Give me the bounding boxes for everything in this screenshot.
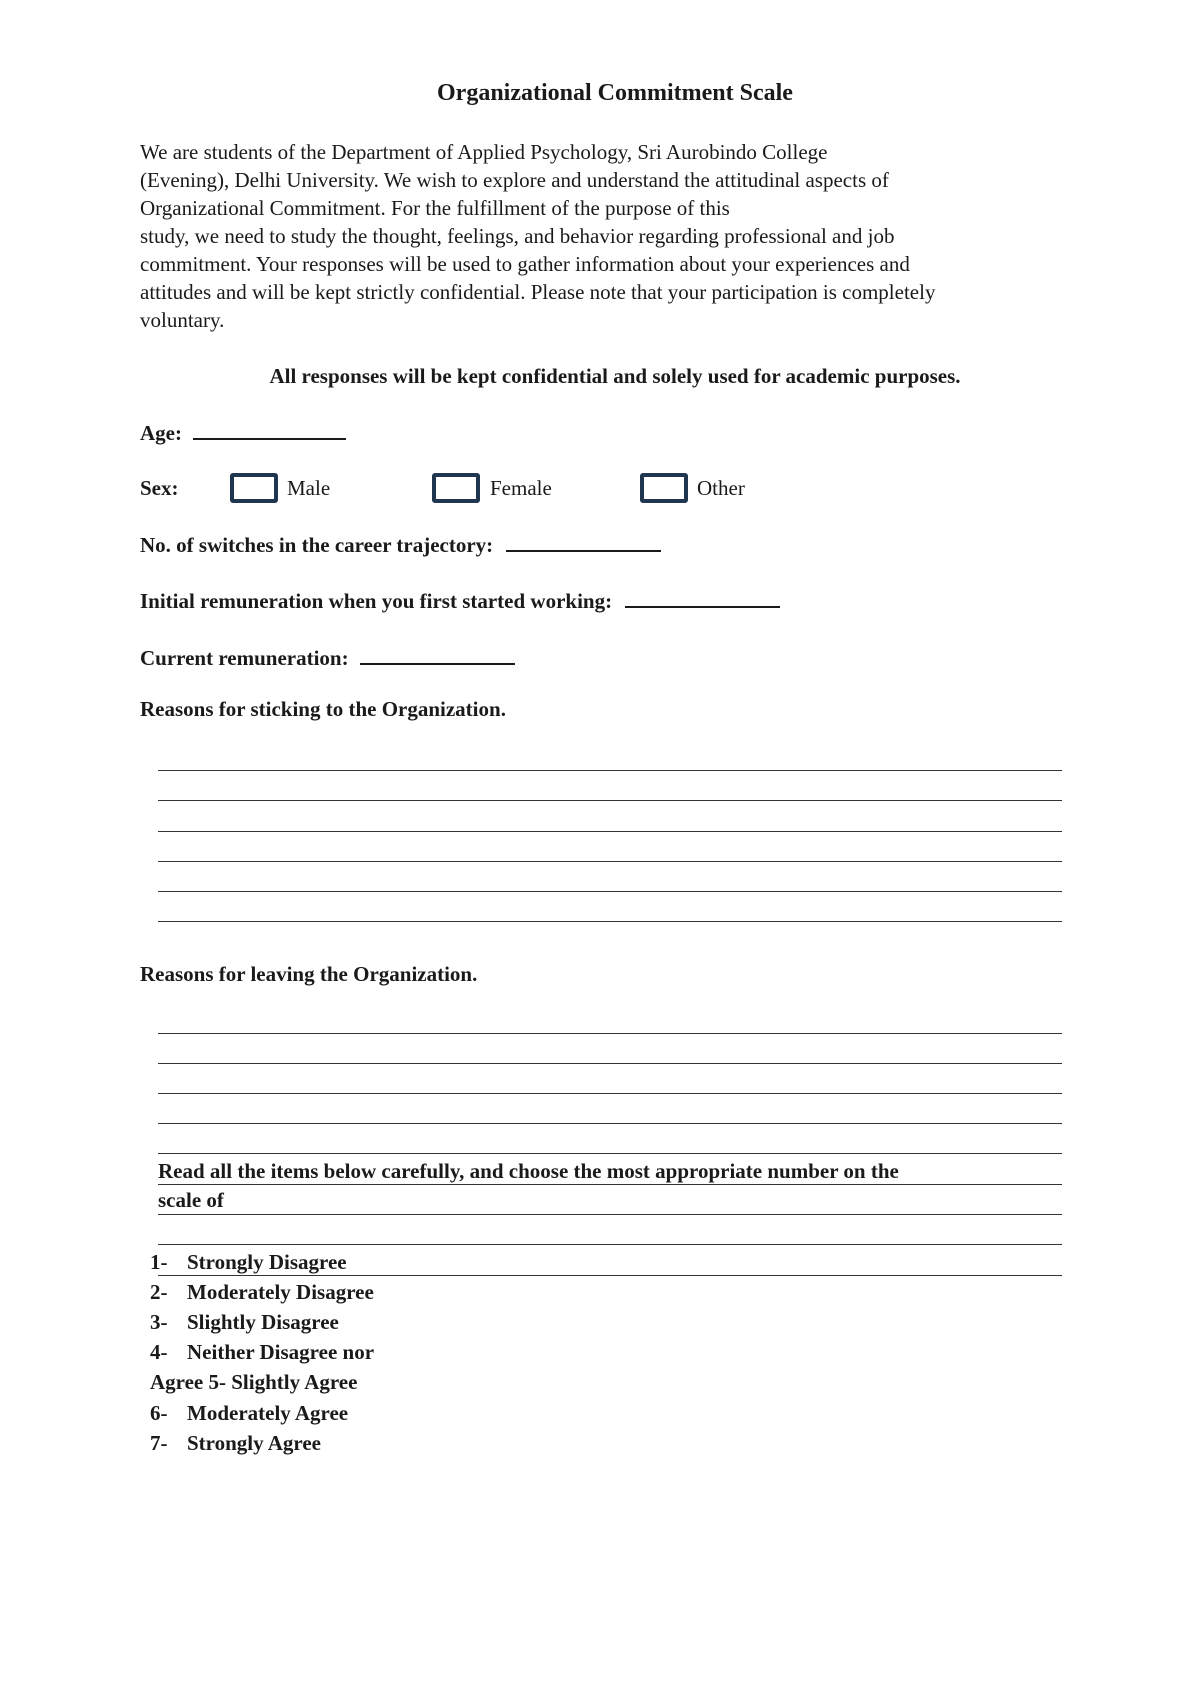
scale-number: 4- (150, 1340, 168, 1364)
scale-label: Slightly Disagree (187, 1310, 339, 1334)
confidentiality-notice: All responses will be kept confidential and solely used for academic purposes. (269, 364, 961, 388)
age-blank[interactable] (193, 420, 346, 440)
scale-number: 1- (150, 1250, 168, 1274)
scale-label: Moderately Agree (187, 1401, 349, 1425)
scale-label: Agree 5- Slightly Agree (150, 1370, 358, 1394)
age-field (140, 420, 346, 446)
initial-remuneration-field (140, 588, 780, 614)
scale-number: 6- (150, 1401, 168, 1425)
scale-label: Moderately Disagree (187, 1280, 374, 1304)
answer-line[interactable] (158, 1275, 1062, 1276)
female-option-label: Female (490, 476, 552, 500)
scale-item (150, 1370, 357, 1395)
answer-line[interactable] (158, 770, 1062, 771)
female-checkbox[interactable] (432, 473, 480, 503)
current-remuneration-label: Current remuneration: (140, 646, 349, 670)
scale-number: 2- (150, 1280, 168, 1304)
scale-number: 7- (150, 1431, 168, 1455)
answer-line[interactable] (158, 831, 1062, 832)
answer-line[interactable] (158, 1244, 1062, 1245)
initial-remuneration-label: Initial remuneration when you first started working: (140, 589, 613, 613)
reasons-leaving-label: Reasons for leaving the Organization. (140, 962, 478, 986)
switches-label: No. of switches in the career trajectory: (140, 533, 494, 557)
sex-label: Sex: (140, 476, 179, 500)
scale-item (150, 1280, 374, 1305)
male-option-label: Male (287, 476, 331, 500)
answer-line[interactable] (158, 1033, 1062, 1034)
intro-line: attitudes and will be kept strictly confidential. Please note that your participation is completely (140, 280, 936, 304)
answer-line[interactable] (158, 800, 1062, 801)
other-checkbox[interactable] (640, 473, 688, 503)
scale-item (150, 1310, 339, 1335)
intro-line: (Evening), Delhi University. We wish to explore and understand the attitudinal aspects of (140, 168, 889, 192)
scale-label: Neither Disagree nor (187, 1340, 375, 1364)
age-label: Age: (140, 421, 182, 445)
form-title: Organizational Commitment Scale (437, 80, 793, 106)
intro-line: study, we need to study the thought, feelings, and behavior regarding professional and job (140, 224, 895, 248)
instructions-line: scale of (158, 1188, 224, 1212)
scale-item (150, 1431, 321, 1456)
intro-paragraph (140, 138, 1070, 334)
answer-line[interactable] (158, 891, 1062, 892)
scale-label: Strongly Agree (187, 1431, 321, 1455)
scale-label: Strongly Disagree (187, 1250, 347, 1274)
answer-line[interactable] (158, 1063, 1062, 1064)
current-remuneration-blank[interactable] (360, 645, 515, 665)
current-remuneration-field (140, 645, 515, 671)
switches-field (140, 532, 661, 558)
scale-item (150, 1340, 374, 1365)
answer-line[interactable] (158, 1214, 1062, 1215)
other-option-label: Other (697, 476, 745, 500)
scale-item (150, 1401, 348, 1426)
answer-line[interactable] (158, 1153, 1062, 1154)
instructions-line: Read all the items below carefully, and choose the most appropriate number on the (158, 1159, 899, 1183)
scale-item (150, 1250, 347, 1275)
answer-line[interactable] (158, 861, 1062, 862)
answer-line[interactable] (158, 1123, 1062, 1124)
answer-line[interactable] (158, 921, 1062, 922)
male-checkbox[interactable] (230, 473, 278, 503)
answer-line[interactable] (158, 1184, 1062, 1185)
switches-blank[interactable] (506, 532, 661, 552)
intro-line: Organizational Commitment. For the fulfillment of the purpose of this (140, 196, 730, 220)
scale-number: 3- (150, 1310, 168, 1334)
intro-line: We are students of the Department of Applied Psychology, Sri Aurobindo College (140, 140, 828, 164)
reasons-sticking-label: Reasons for sticking to the Organization. (140, 697, 506, 721)
answer-line[interactable] (158, 1093, 1062, 1094)
initial-remuneration-blank[interactable] (625, 588, 780, 608)
intro-line: commitment. Your responses will be used to gather information about your experiences and (140, 252, 910, 276)
intro-line: voluntary. (140, 308, 225, 332)
